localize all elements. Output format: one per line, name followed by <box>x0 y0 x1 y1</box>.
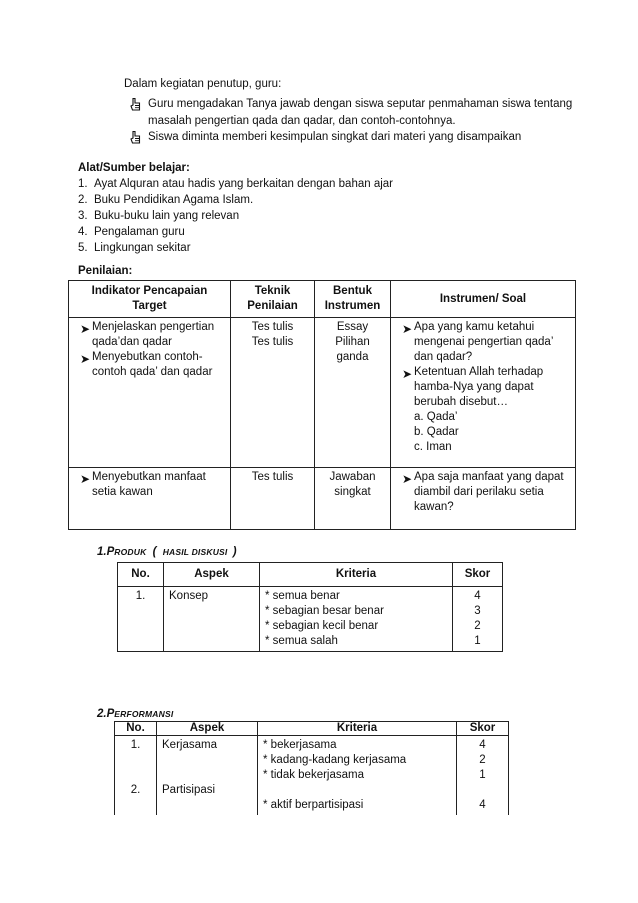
soal-text: Apa yang kamu ketahui mengenai pengertian qada’ dan qadar? <box>414 321 553 363</box>
alat-item-1: 1. Ayat Alquran atau hadis yang berkaitan dengan bahan ajar <box>78 178 393 190</box>
spacer <box>120 753 151 783</box>
alat-heading: Alat/Sumber belajar: <box>78 162 190 174</box>
list-item <box>396 365 570 410</box>
skor-item: 1 <box>474 635 481 647</box>
intro-heading: Dalam kegiatan penutup, guru: <box>124 78 282 90</box>
pointing-hand-icon <box>130 98 141 111</box>
arrow-bullet-icon: ➤ <box>402 472 413 486</box>
header-aspek: Aspek <box>164 563 260 587</box>
option-c: c. Iman <box>414 441 452 453</box>
indikator-text: Menjelaskan pengertian qada’dan qadar <box>92 321 215 348</box>
produk-title-paren-close: ) <box>232 546 237 558</box>
skor-item: 2 <box>474 620 481 632</box>
arrow-bullet-icon: ➤ <box>80 472 91 486</box>
bentuk-text: singkat <box>334 486 371 498</box>
produk-title-paren-open: ( <box>152 546 157 558</box>
teknik-text: Tes tulis <box>251 321 294 333</box>
kriteria-cell <box>260 587 453 652</box>
table-row <box>118 587 503 652</box>
option-b: b. Qadar <box>414 426 459 438</box>
intro-bullet-1-cont: masalah pengertian qada dan qadar, dan contoh-contohnya. <box>148 115 456 127</box>
penilaian-table <box>68 280 576 530</box>
aspek-cell: Konsep <box>164 587 260 652</box>
skor-item: 3 <box>474 605 481 617</box>
soal-cell <box>391 318 576 468</box>
list-item <box>74 470 225 500</box>
soal-text: Ketentuan Allah terhadap hamba-Nya yang dapat berubah disebut… <box>414 366 544 408</box>
kriteria-item: * sebagian kecil benar <box>265 620 379 632</box>
arrow-bullet-icon: ➤ <box>402 322 413 336</box>
teknik-cell <box>231 318 315 468</box>
list-item <box>396 470 570 515</box>
kriteria-cell <box>258 736 457 816</box>
performansi-title <box>97 708 173 720</box>
header-aspek: Aspek <box>157 722 258 736</box>
produk-title <box>97 546 237 558</box>
kriteria-item: * kadang-kadang kerjasama <box>263 754 407 766</box>
skor-cell <box>453 587 503 652</box>
skor-item: 1 <box>479 769 486 781</box>
skor-item: 4 <box>479 739 486 751</box>
list-item <box>74 320 225 350</box>
indikator-cell <box>69 318 231 468</box>
bentuk-text: Essay <box>336 321 369 333</box>
performansi-table <box>114 721 509 815</box>
alat-item-3: 3. Buku-buku lain yang relevan <box>78 210 240 222</box>
alat-item-5: 5. Lingkungan sekitar <box>78 242 191 254</box>
no-cell <box>115 736 157 816</box>
spacer <box>263 783 451 798</box>
penilaian-heading: Penilaian: <box>78 265 133 277</box>
header-teknik-line2: Penilaian <box>247 300 298 312</box>
aspek-cell <box>157 736 258 816</box>
no-cell: 1. <box>118 587 164 652</box>
kriteria-item: * semua benar <box>265 590 340 602</box>
bentuk-cell <box>315 318 391 468</box>
list-item <box>74 350 225 380</box>
no-text: 2. <box>130 784 141 796</box>
header-no: No. <box>118 563 164 587</box>
kriteria-item: * sebagian besar benar <box>265 605 384 617</box>
bentuk-text: Jawaban <box>329 471 376 483</box>
kriteria-item: * bekerjasama <box>263 739 337 751</box>
header-bentuk-line2: Instrumen <box>324 300 381 312</box>
produk-header-row <box>118 563 503 587</box>
option-a: a. Qada’ <box>414 411 458 423</box>
teknik-cell <box>231 468 315 530</box>
intro-bullet-1: Guru mengadakan Tanya jawab dengan siswa seputar penmahaman siswa tentang <box>148 98 573 110</box>
indikator-text: Menyebutkan manfaat setia kawan <box>92 471 206 498</box>
arrow-bullet-icon: ➤ <box>80 352 91 366</box>
skor-item: 4 <box>479 799 486 811</box>
produk-title-num: 1.P <box>97 546 115 558</box>
table-row <box>115 736 509 816</box>
teknik-text: Tes tulis <box>251 471 294 483</box>
performansi-header-row <box>115 722 509 736</box>
teknik-text: Tes tulis <box>251 336 294 348</box>
header-indikator-line2: Target <box>132 300 167 312</box>
produk-title-small: HASIL DISKUSI <box>162 547 228 557</box>
header-indikator <box>69 281 231 318</box>
header-indikator-line1: Indikator Pencapaian <box>91 285 208 297</box>
table-row <box>69 468 576 530</box>
header-soal: Instrumen/ Soal <box>391 281 576 318</box>
table-row <box>69 318 576 468</box>
header-kriteria: Kriteria <box>260 563 453 587</box>
alat-item-4: 4. Pengalaman guru <box>78 226 185 238</box>
performansi-title-rest: ERFORMANSI <box>114 709 174 719</box>
list-item <box>396 320 570 365</box>
bentuk-text: Pilihan <box>335 336 370 348</box>
header-skor: Skor <box>457 722 509 736</box>
header-kriteria: Kriteria <box>258 722 457 736</box>
soal-text: Apa saja manfaat yang dapat diambil dari perilaku setia kawan? <box>414 471 564 513</box>
arrow-bullet-icon: ➤ <box>80 322 91 336</box>
bentuk-cell <box>315 468 391 530</box>
intro-bullet-2: Siswa diminta memberi kesimpulan singkat dari materi yang disampaikan <box>148 131 522 143</box>
soal-cell <box>391 468 576 530</box>
indikator-text: Menyebutkan contoh-contoh qada’ dan qadar <box>92 351 213 378</box>
produk-title-rest: RODUK <box>114 547 147 557</box>
bentuk-text: ganda <box>336 351 369 363</box>
pointing-hand-icon <box>130 131 141 144</box>
header-no: No. <box>115 722 157 736</box>
kriteria-item: * tidak bekerjasama <box>263 769 364 781</box>
skor-item: 2 <box>479 754 486 766</box>
penilaian-header-row <box>69 281 576 318</box>
skor-item: 4 <box>474 590 481 602</box>
aspek-text: Kerjasama <box>162 739 217 751</box>
header-bentuk <box>315 281 391 318</box>
header-skor: Skor <box>453 563 503 587</box>
aspek-text: Partisipasi <box>162 784 216 796</box>
header-teknik <box>231 281 315 318</box>
header-teknik-line1: Teknik <box>254 285 291 297</box>
produk-table <box>117 562 503 652</box>
performansi-title-num: 2.P <box>97 708 115 720</box>
indikator-cell <box>69 468 231 530</box>
skor-cell <box>457 736 509 816</box>
spacer <box>462 783 503 798</box>
no-text: 1. <box>130 739 141 751</box>
kriteria-item: * semua salah <box>265 635 338 647</box>
kriteria-item: * aktif berpartisipasi <box>263 799 364 811</box>
spacer <box>162 753 252 783</box>
header-bentuk-line1: Bentuk <box>333 285 372 297</box>
arrow-bullet-icon: ➤ <box>402 367 413 381</box>
alat-item-2: 2. Buku Pendidikan Agama Islam. <box>78 194 254 206</box>
